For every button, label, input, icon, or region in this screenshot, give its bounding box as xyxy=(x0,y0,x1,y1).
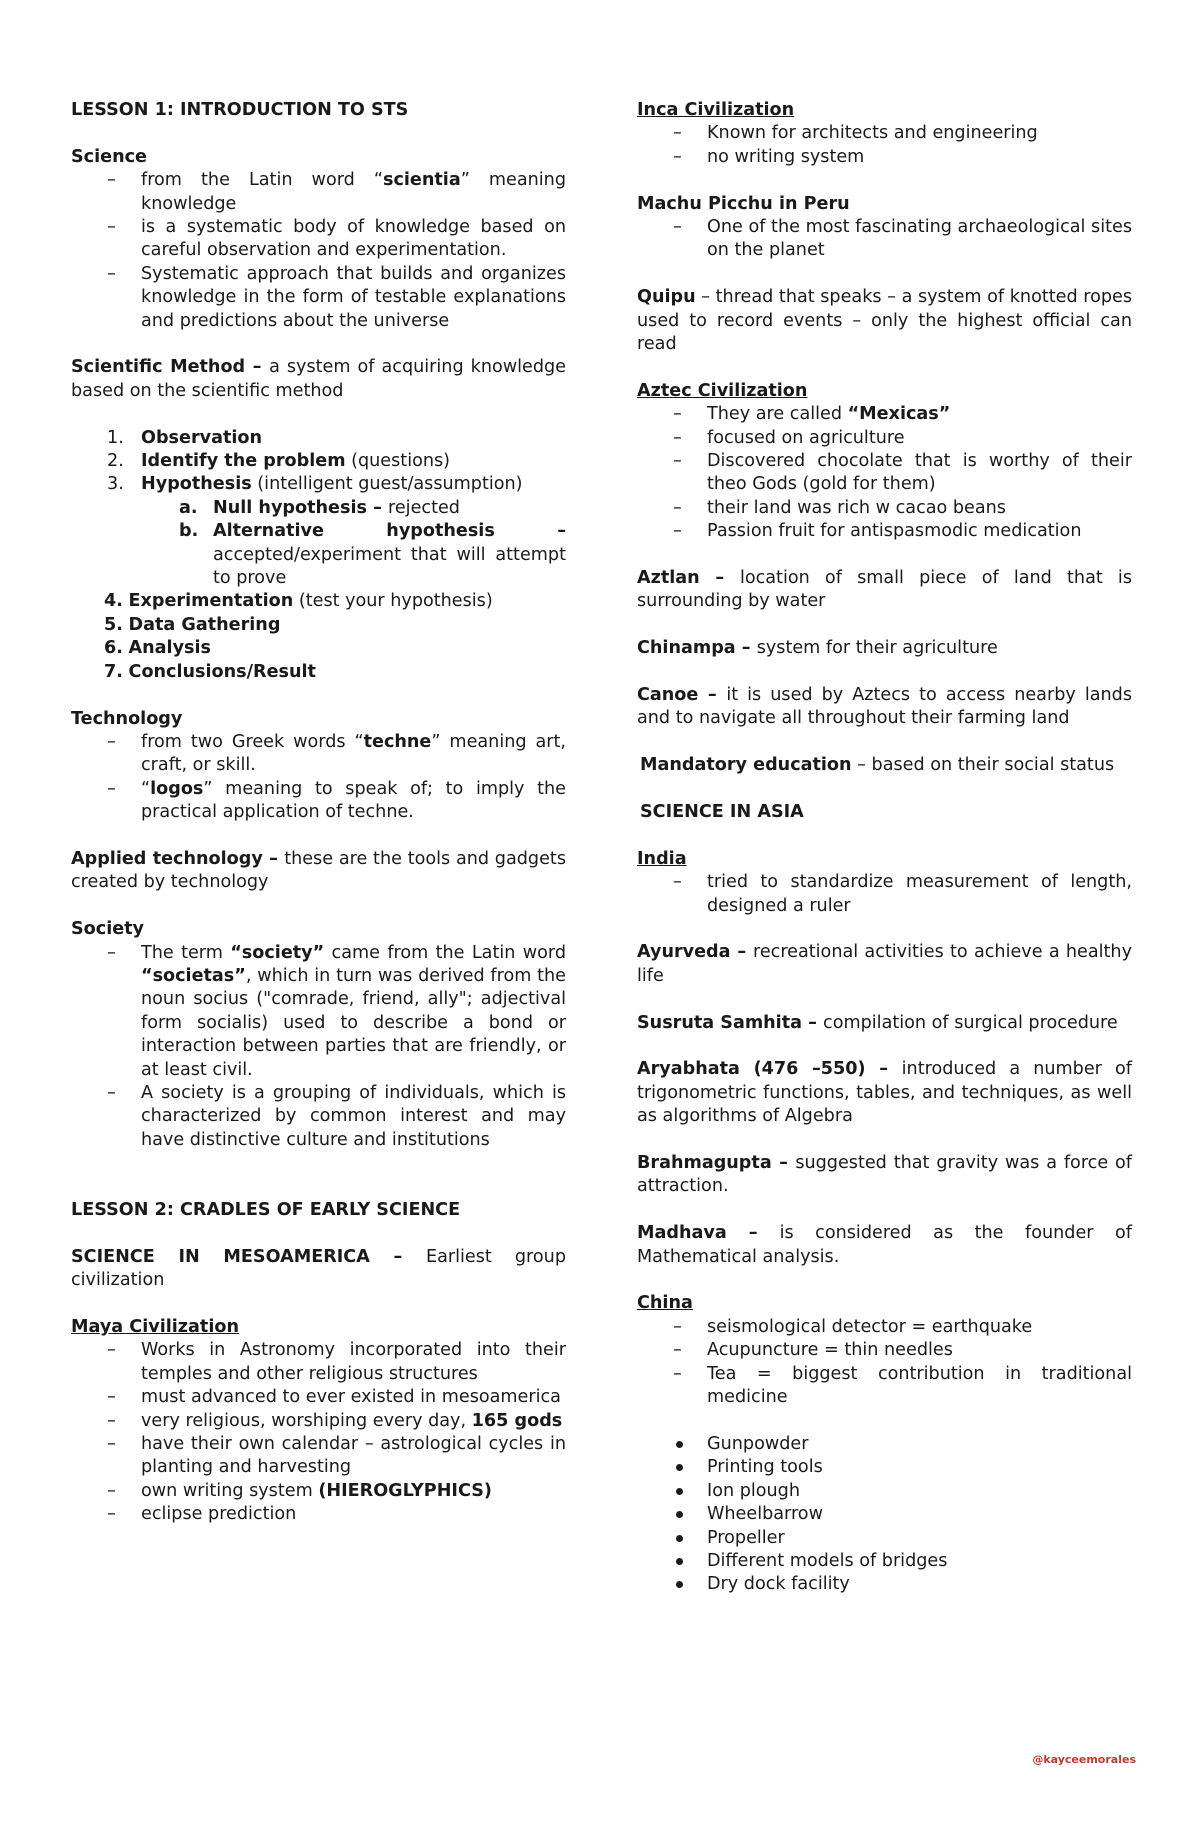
susruta-definition: Susruta Samhita – compilation of surgical procedure xyxy=(637,1012,1118,1033)
author-watermark: @kayceemorales xyxy=(1032,1753,1136,1766)
list-item: – from two Greek words “techne” meaning art, craft, or skill. xyxy=(71,731,566,778)
lesson1-title: LESSON 1: INTRODUCTION TO STS xyxy=(71,100,409,120)
canoe-definition: Canoe – it is used by Aztecs to access nearby lands and to navigate all throughout their farming land xyxy=(637,685,1132,729)
china-heading: China xyxy=(637,1293,693,1314)
list-item: – Tea = biggest contribution in traditional medicine xyxy=(637,1363,1132,1410)
maya-heading: Maya Civilization xyxy=(71,1316,239,1337)
technology-heading: Technology xyxy=(71,708,183,729)
machu-picchu-heading: Machu Picchu in Peru xyxy=(637,193,850,214)
left-column xyxy=(71,99,566,1527)
list-item: – very religious, worshiping every day, 165 gods xyxy=(71,1410,566,1433)
chinampa-definition: Chinampa – system for their agriculture xyxy=(637,638,998,659)
method-step: 4. Experimentation (test your hypothesis) xyxy=(104,591,493,612)
science-in-asia-title: SCIENCE IN ASIA xyxy=(640,802,804,823)
mesoamerica-definition: SCIENCE IN MESOAMERICA – Earliest group civilization xyxy=(71,1246,566,1291)
scientific-method-definition: Scientific Method – a system of acquiring knowledge based on the scientific method xyxy=(71,357,567,401)
list-item: – their land was rich w cacao beans xyxy=(637,497,1132,520)
method-step: 6. Analysis xyxy=(104,638,212,659)
list-item: – is a systematic body of knowledge based on careful observation and experimentation. xyxy=(71,216,566,263)
ayurveda-definition: Ayurveda – recreational activities to achieve a healthy life xyxy=(637,942,1132,986)
method-step: 3. Hypothesis (intelligent guest/assumption) xyxy=(107,474,523,495)
quipu-definition: Quipu – thread that speaks – a system of knotted ropes used to record events – only the highest official can read xyxy=(637,287,1132,355)
method-sub-step: a. Null hypothesis – rejected xyxy=(179,497,460,518)
list-item: – no writing system xyxy=(637,146,1132,169)
applied-technology-definition: Applied technology – these are the tools and gadgets created by technology xyxy=(71,848,566,893)
list-item: – A society is a grouping of individuals, which is characterized by common interest and may have distinctive culture and institutions xyxy=(71,1082,566,1152)
madhava-definition: Madhava – is considered as the founder of Mathematical analysis. xyxy=(637,1223,1132,1267)
india-heading: India xyxy=(637,848,687,869)
bullet-item: Propeller xyxy=(637,1527,1132,1550)
list-item: – from the Latin word “scientia” meaning knowledge xyxy=(71,169,566,216)
lesson2-title: LESSON 2: CRADLES OF EARLY SCIENCE xyxy=(71,1199,461,1220)
method-step: 1. Observation xyxy=(107,427,263,448)
list-item: – focused on agriculture xyxy=(637,427,1132,450)
inca-heading: Inca Civilization xyxy=(637,100,795,120)
method-step: 7. Conclusions/Result xyxy=(104,661,316,682)
bullet-item: Printing tools xyxy=(637,1456,1132,1479)
aztec-heading: Aztec Civilization xyxy=(637,380,808,401)
list-item: – must advanced to ever existed in mesoamerica xyxy=(71,1386,566,1409)
bullet-item: Ion plough xyxy=(637,1480,1132,1503)
list-item: – Passion fruit for antispasmodic medication xyxy=(637,520,1132,543)
method-sub-step: b. Alternative hypothesis – accepted/experiment that will attempt to prove xyxy=(179,521,566,589)
aztlan-definition: Aztlan – location of small piece of land that is surrounding by water xyxy=(637,568,1132,612)
list-item: – Discovered chocolate that is worthy of their theo Gods (gold for them) xyxy=(637,450,1132,497)
list-item: – Acupuncture = thin needles xyxy=(637,1339,1132,1362)
society-heading: Society xyxy=(71,919,145,940)
list-item: – The term “society” came from the Latin word “societas”, which in turn was derived from the noun socius ("comrade, friend, ally"; adjectival form socialis) used to describe a bond or interaction between parties that are friendly, or at least civil. xyxy=(71,942,566,1082)
list-item: – Works in Astronomy incorporated into their temples and other religious structures xyxy=(71,1339,566,1386)
list-item: – Known for architects and engineering xyxy=(637,122,1132,145)
list-item: – tried to standardize measurement of length, designed a ruler xyxy=(637,871,1132,918)
method-step: 2. Identify the problem (questions) xyxy=(107,451,451,472)
list-item: – own writing system (HIEROGLYPHICS) xyxy=(71,1480,566,1503)
mandatory-education-definition: Mandatory education – based on their social status xyxy=(640,755,1115,776)
bullet-item: Dry dock facility xyxy=(637,1573,1132,1596)
bullet-item: Different models of bridges xyxy=(637,1550,1132,1573)
aryabhata-definition: Aryabhata (476 –550) – introduced a number of trigonometric functions, tables, and techniques, as well as algorithms of Algebra xyxy=(637,1059,1132,1127)
list-item: – eclipse prediction xyxy=(71,1503,566,1526)
method-step: 5. Data Gathering xyxy=(104,614,281,635)
bullet-item: Gunpowder xyxy=(637,1433,1132,1456)
list-item: – One of the most fascinating archaeological sites on the planet xyxy=(637,216,1132,263)
list-item: – Systematic approach that builds and organizes knowledge in the form of testable explanations and predictions about the universe xyxy=(71,263,566,333)
list-item: – have their own calendar – astrological cycles in planting and harvesting xyxy=(71,1433,566,1480)
list-item: – They are called “Mexicas” xyxy=(637,403,1132,426)
list-item: – seismological detector = earthquake xyxy=(637,1316,1132,1339)
bullet-item: Wheelbarrow xyxy=(637,1503,1132,1526)
list-item: – “logos” meaning to speak of; to imply the practical application of techne. xyxy=(71,778,566,825)
right-column xyxy=(637,99,1132,1597)
science-heading: Science xyxy=(71,146,147,167)
brahmagupta-definition: Brahmagupta – suggested that gravity was a force of attraction. xyxy=(637,1153,1133,1197)
